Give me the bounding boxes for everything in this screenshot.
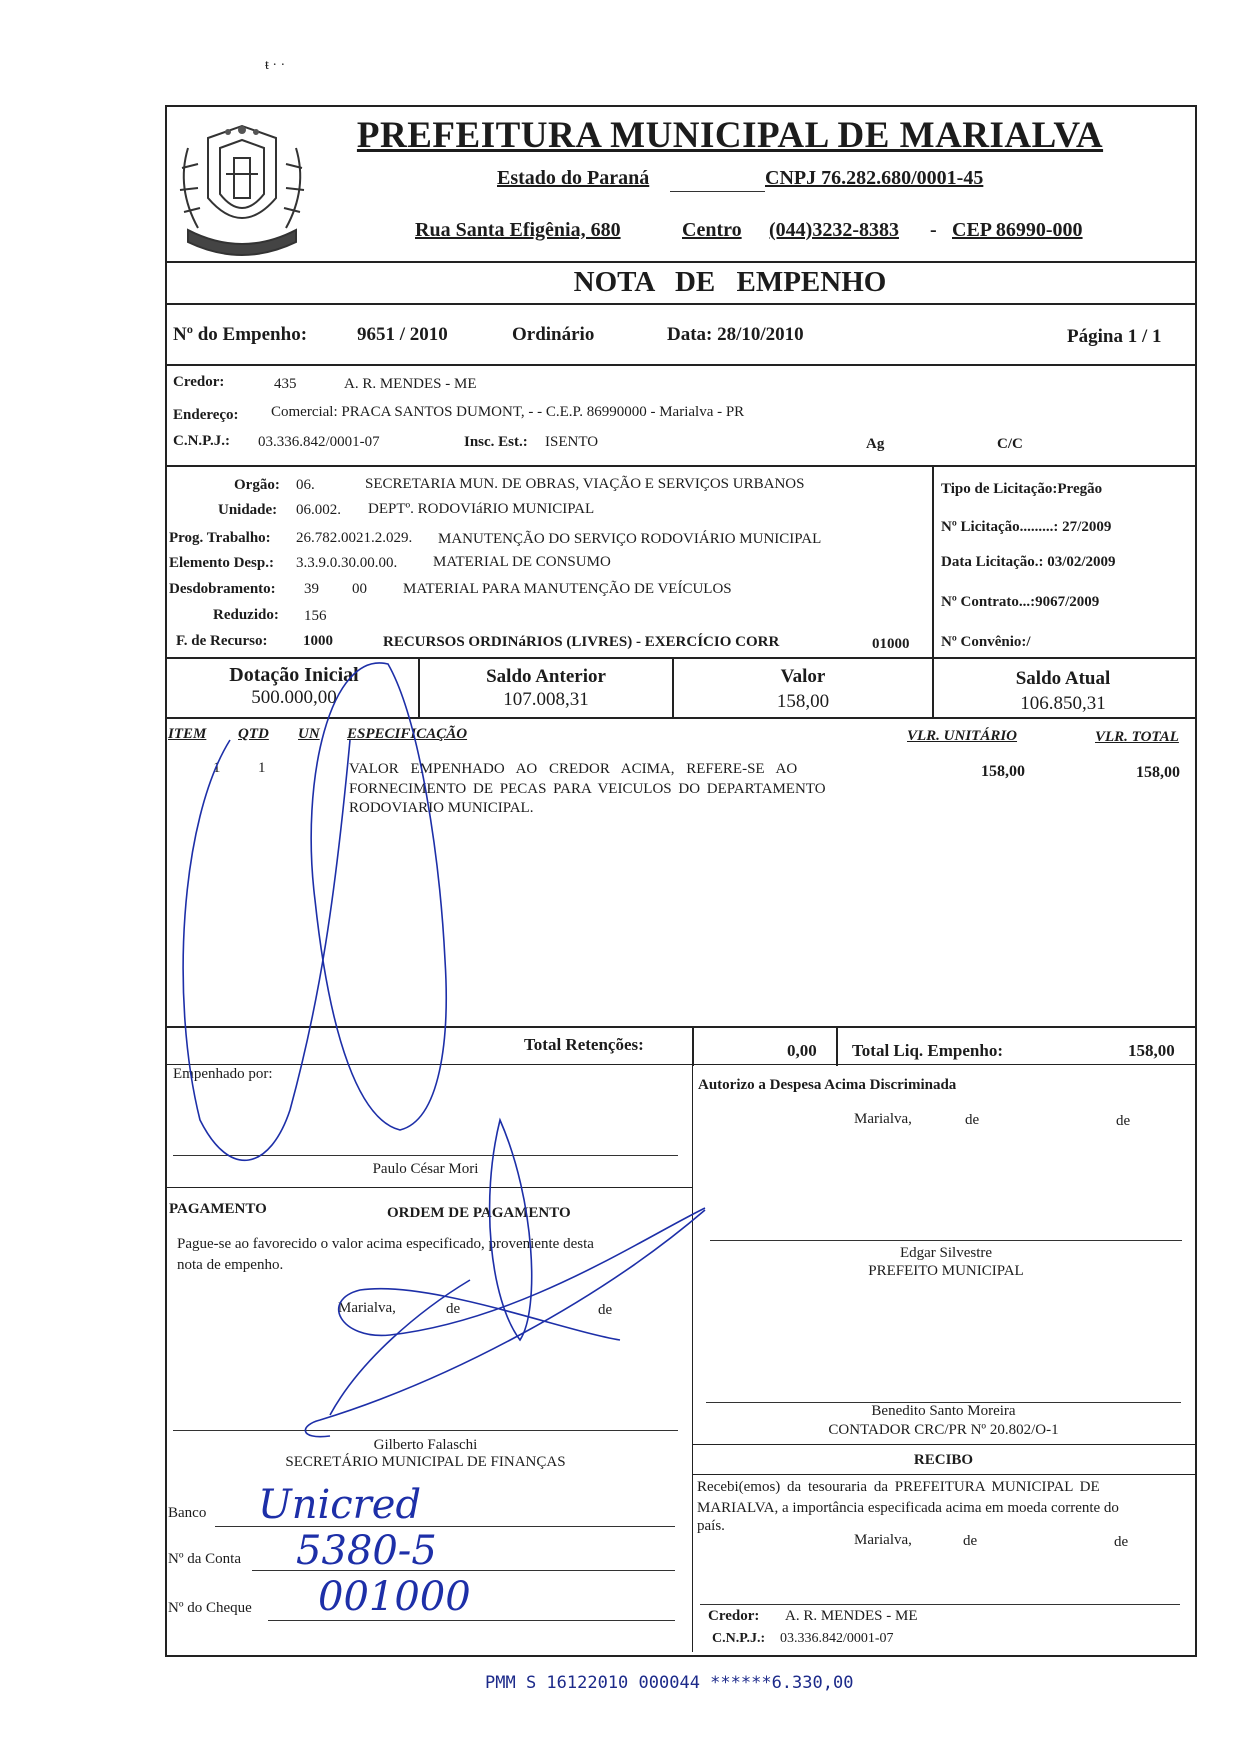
prefeito-nome: Edgar Silvestre — [899, 1245, 993, 1261]
credor-code: 435 — [274, 376, 297, 392]
total-retencoes-label: Total Retenções: — [524, 1035, 644, 1054]
scan-mark: ŧ · · — [265, 58, 286, 73]
unidade-label: Unidade: — [218, 502, 278, 518]
empenhado-nome: Paulo César Mori — [372, 1161, 479, 1177]
col-header-total: VLR. TOTAL — [1095, 729, 1179, 745]
conta-label: Nº da Conta — [168, 1551, 241, 1567]
licitacao-contrato: Nº Contrato...:9067/2009 — [941, 594, 1100, 610]
header-title: PREFEITURA MUNICIPAL DE MARIALVA — [356, 115, 1104, 156]
insc-value: ISENTO — [545, 434, 599, 450]
col-header-qtd: QTD — [238, 726, 269, 742]
item-unit-value: 158,00 — [981, 763, 1025, 780]
autorizo-de-2: de — [1116, 1113, 1131, 1129]
pague-line-1: Pague-se ao favorecido o valor acima especificado, proveniente desta — [177, 1236, 594, 1252]
saldo-atual-value: 106.850,31 — [1020, 693, 1106, 714]
header-dash: - — [930, 219, 937, 241]
empenho-num-label: Nº do Empenho: — [173, 324, 308, 345]
dotacao-value: 500.000,00 — [251, 687, 337, 708]
total-retencoes-value: 0,00 — [787, 1041, 817, 1060]
unidade-code: 06.002. — [296, 502, 341, 518]
autorizo-city: Marialva, — [854, 1111, 912, 1127]
orgao-name: SECRETARIA MUN. DE OBRAS, VIAÇÃO E SERVIÇOS URBANOS — [365, 476, 805, 492]
empenho-type: Ordinário — [512, 324, 595, 345]
pagamento-label: PAGAMENTO — [169, 1201, 267, 1217]
mechanical-stamp: PMM S 16122010 000044 ******6.330,00 — [485, 1673, 854, 1693]
cc-label: C/C — [997, 436, 1023, 452]
recibo-cnpj-value: 03.336.842/0001-07 — [780, 1631, 894, 1646]
desdob-code-1: 39 — [304, 581, 319, 597]
banco-label: Banco — [168, 1505, 207, 1521]
col-header-spec: ESPECIFICAÇÃO — [347, 726, 468, 742]
unidade-name: DEPTº. RODOVIáRIO MUNICIPAL — [368, 501, 595, 517]
item-total-value: 158,00 — [1136, 764, 1180, 781]
recibo-de-2: de — [1114, 1534, 1129, 1550]
col-header-item: ITEM — [168, 726, 207, 742]
cnpj-label: C.N.P.J.: — [173, 433, 230, 449]
licitacao-data: Data Licitação.: 03/02/2009 — [941, 554, 1116, 570]
valor-value: 158,00 — [776, 691, 830, 712]
empenho-date: Data: 28/10/2010 — [667, 324, 804, 345]
ag-label: Ag — [866, 436, 885, 452]
empenhado-label: Empenhado por: — [173, 1066, 273, 1082]
valor-label: Valor — [780, 666, 826, 687]
pague-city: Marialva, — [338, 1300, 396, 1316]
insc-label: Insc. Est.: — [464, 434, 528, 450]
credor-name: A. R. MENDES - ME — [344, 376, 477, 392]
pague-line-2: nota de empenho. — [177, 1257, 284, 1273]
endereco-label: Endereço: — [173, 407, 239, 423]
item-spec-line-1: VALOR EMPENHADO AO CREDOR ACIMA, REFERE-SE AO — [349, 761, 798, 777]
elemento-code: 3.3.9.0.30.00.00. — [296, 555, 398, 571]
item-spec-line-3: RODOVIARIO MUNICIPAL. — [349, 800, 534, 816]
secretario-cargo: SECRETÁRIO MUNICIPAL DE FINANÇAS — [285, 1454, 566, 1470]
pague-de-1: de — [446, 1301, 461, 1317]
item-number: 1 — [213, 760, 221, 776]
reduzido-value: 156 — [304, 608, 327, 624]
header-state: Estado do Paraná — [497, 167, 650, 189]
doc-title: NOTA DE EMPENHO — [573, 266, 887, 298]
item-qtd: 1 — [258, 760, 266, 776]
col-header-un: UN — [298, 726, 320, 742]
saldo-ant-value: 107.008,31 — [503, 689, 589, 710]
saldo-ant-label: Saldo Anterior — [486, 666, 606, 687]
header-cep: CEP 86990-000 — [952, 219, 1083, 241]
prefeito-cargo: PREFEITO MUNICIPAL — [868, 1263, 1024, 1279]
desdob-code-2: 00 — [352, 581, 367, 597]
empenho-page: Página 1 / 1 — [1067, 326, 1162, 347]
elemento-label: Elemento Desp.: — [169, 555, 274, 571]
pague-de-2: de — [598, 1302, 613, 1318]
item-spec-line-2: FORNECIMENTO DE PECAS PARA VEICULOS DO DEPARTAMENTO — [349, 781, 826, 797]
header-address: Rua Santa Efigênia, 680 — [415, 219, 621, 241]
col-header-unit: VLR. UNITÁRIO — [907, 728, 1018, 744]
saldo-atual-label: Saldo Atual — [1015, 668, 1111, 689]
header-district: Centro — [682, 219, 742, 241]
contador-nome: Benedito Santo Moreira — [871, 1403, 1016, 1419]
recibo-cnpj-label: C.N.P.J.: — [712, 1631, 766, 1646]
recibo-de-1: de — [963, 1533, 978, 1549]
endereco-value: Comercial: PRACA SANTOS DUMONT, - - C.E.P. 86990000 - Marialva - PR — [271, 404, 745, 420]
licitacao-num: Nº Licitação.........: 27/2009 — [941, 519, 1112, 535]
licitacao-convenio: Nº Convênio:/ — [941, 634, 1031, 650]
header-cnpj: CNPJ 76.282.680/0001-45 — [765, 167, 984, 189]
recurso-code: 1000 — [303, 633, 333, 649]
banco-value: Unicred — [258, 1482, 422, 1528]
recurso-name: RECURSOS ORDINáRIOS (LIVRES) - EXERCÍCIO CORR — [383, 634, 780, 650]
prog-label: Prog. Trabalho: — [169, 530, 271, 546]
ordem-pagamento-label: ORDEM DE PAGAMENTO — [387, 1205, 571, 1221]
header-phone: (044)3232-8383 — [769, 219, 899, 241]
secretario-nome: Gilberto Falaschi — [373, 1437, 478, 1453]
recurso-label: F. de Recurso: — [176, 633, 268, 649]
recibo-city: Marialva, — [854, 1532, 912, 1548]
desdob-label: Desdobramento: — [169, 581, 276, 597]
cheque-label: Nº do Cheque — [168, 1600, 252, 1616]
total-liq-label: Total Liq. Empenho: — [852, 1041, 1003, 1060]
prog-name: MANUTENÇÃO DO SERVIÇO RODOVIÁRIO MUNICIPAL — [438, 531, 822, 547]
recibo-text-3: país. — [697, 1518, 725, 1534]
recibo-credor-value: A. R. MENDES - ME — [785, 1608, 918, 1624]
autorizo-de-1: de — [965, 1112, 980, 1128]
orgao-code: 06. — [296, 477, 315, 493]
orgao-label: Orgão: — [234, 477, 280, 493]
contador-cargo: CONTADOR CRC/PR Nº 20.802/O-1 — [828, 1422, 1059, 1438]
recibo-text-2: MARIALVA, a importância especificada acima em moeda corrente do — [697, 1500, 1119, 1516]
prog-code: 26.782.0021.2.029. — [296, 530, 413, 546]
recibo-credor-label: Credor: — [708, 1608, 760, 1624]
recurso-num: 01000 — [872, 636, 910, 652]
conta-value: 5380-5 — [296, 1528, 437, 1574]
autorizo-label: Autorizo a Despesa Acima Discriminada — [698, 1077, 957, 1093]
credor-label: Credor: — [173, 374, 225, 390]
empenho-num: 9651 / 2010 — [357, 324, 448, 345]
dotacao-label: Dotação Inicial — [229, 664, 359, 686]
cnpj-value: 03.336.842/0001-07 — [258, 434, 380, 450]
elemento-name: MATERIAL DE CONSUMO — [433, 554, 611, 570]
recibo-text-1: Recebi(emos) da tesouraria da PREFEITURA MUNICIPAL DE — [697, 1479, 1100, 1495]
total-liq-value: 158,00 — [1128, 1041, 1175, 1060]
cheque-value: 001000 — [318, 1574, 471, 1620]
recibo-title: RECIBO — [913, 1452, 974, 1468]
desdob-name: MATERIAL PARA MANUTENÇÃO DE VEÍCULOS — [403, 581, 732, 597]
licitacao-tipo: Tipo de Licitação:Pregão — [941, 481, 1103, 497]
reduzido-label: Reduzido: — [213, 607, 279, 623]
